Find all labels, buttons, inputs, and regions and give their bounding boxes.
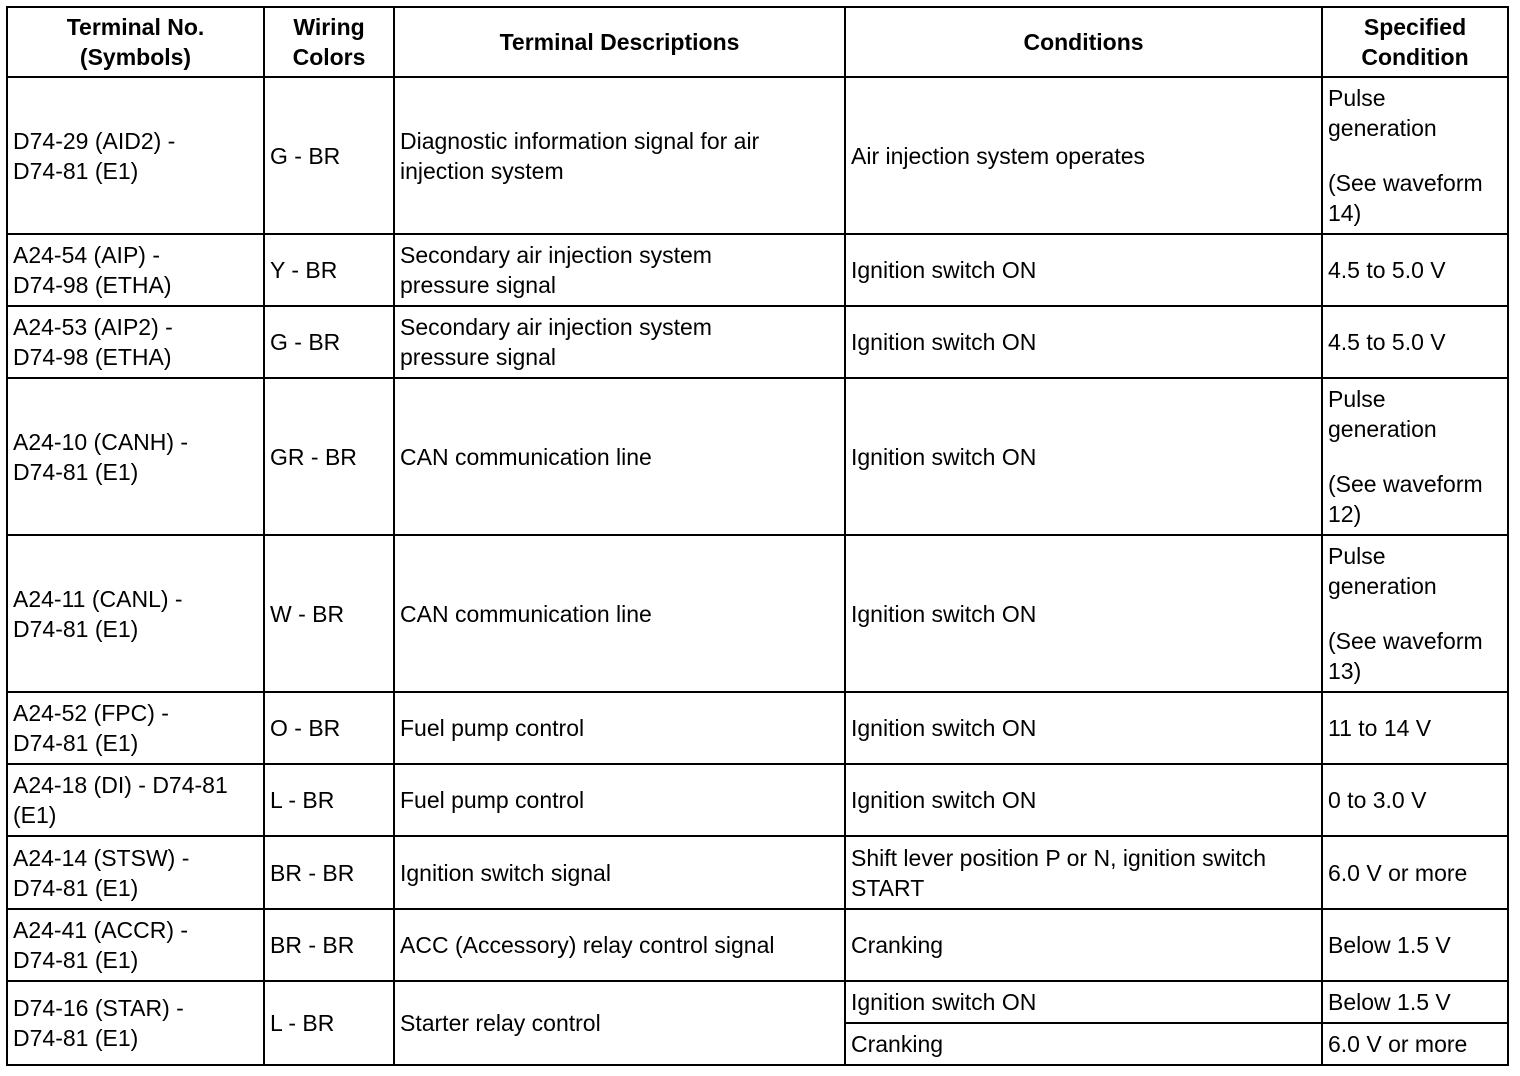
condition-cell: Cranking: [845, 1023, 1322, 1065]
terminal-cell: A24-14 (STSW) - D74-81 (E1): [7, 836, 264, 909]
table-row: [7, 535, 1508, 692]
wiring-color-cell: G - BR: [264, 77, 394, 234]
table-header: [7, 7, 1508, 77]
wiring-color-cell: O - BR: [264, 692, 394, 764]
description-cell: ACC (Accessory) relay control signal: [394, 909, 845, 981]
table-row: [7, 836, 1508, 909]
description-cell: Secondary air injection system pressure signal: [394, 234, 845, 306]
description-cell: Secondary air injection system pressure signal: [394, 306, 845, 378]
specified-condition-cell: [1322, 234, 1508, 306]
table-row: [7, 234, 1508, 306]
description-cell: CAN communication line: [394, 378, 845, 535]
specified-condition-text: Pulse generation: [1328, 85, 1437, 141]
specified-condition-cell: [1322, 764, 1508, 836]
terminal-cell: A24-11 (CANL) - D74-81 (E1): [7, 535, 264, 692]
specified-condition-text: Below 1.5 V: [1328, 989, 1451, 1015]
table-row: [7, 981, 1508, 1023]
specified-condition-text: Pulse generation: [1328, 543, 1437, 599]
specified-condition-cell: [1322, 836, 1508, 909]
condition-cell: Ignition switch ON: [845, 981, 1322, 1023]
specified-condition-text: 6.0 V or more: [1328, 1031, 1468, 1057]
description-cell: Starter relay control: [394, 981, 845, 1065]
wiring-color-cell: L - BR: [264, 764, 394, 836]
condition-cell: Ignition switch ON: [845, 234, 1322, 306]
table-row: [7, 764, 1508, 836]
description-cell: CAN communication line: [394, 535, 845, 692]
condition-cell: Shift lever position P or N, ignition switch START: [845, 836, 1322, 909]
specified-condition-text: 4.5 to 5.0 V: [1328, 257, 1446, 283]
condition-cell: Ignition switch ON: [845, 692, 1322, 764]
specified-condition-text: Pulse generation: [1328, 386, 1437, 442]
specified-condition-text: 6.0 V or more: [1328, 859, 1468, 886]
specified-condition-cell: [1322, 306, 1508, 378]
terminal-spec-table: [6, 6, 1509, 1066]
wiring-color-cell: G - BR: [264, 306, 394, 378]
specified-condition-cell: [1322, 909, 1508, 981]
terminal-cell: A24-18 (DI) - D74-81 (E1): [7, 764, 264, 836]
table-row: [7, 77, 1508, 234]
terminal-cell: D74-16 (STAR) - D74-81 (E1): [7, 981, 264, 1065]
terminal-cell: D74-29 (AID2) - D74-81 (E1): [7, 77, 264, 234]
header-conditions: Conditions: [845, 7, 1322, 77]
table-row: [7, 378, 1508, 535]
specified-condition-text: Below 1.5 V: [1328, 932, 1451, 958]
terminal-cell: A24-52 (FPC) - D74-81 (E1): [7, 692, 264, 764]
condition-cell: Ignition switch ON: [845, 764, 1322, 836]
terminal-cell: A24-54 (AIP) - D74-98 (ETHA): [7, 234, 264, 306]
specified-condition-text: (See waveform 12): [1328, 471, 1483, 527]
condition-cell: Ignition switch ON: [845, 378, 1322, 535]
header-specified-condition: Specified Condition: [1322, 7, 1508, 77]
condition-cell: Ignition switch ON: [845, 306, 1322, 378]
table-row: [7, 692, 1508, 764]
description-cell: Fuel pump control: [394, 764, 845, 836]
specified-condition-cell: [1322, 1023, 1508, 1065]
wiring-color-cell: L - BR: [264, 981, 394, 1065]
header-terminal-descriptions: Terminal Descriptions: [394, 7, 845, 77]
condition-cell: Cranking: [845, 909, 1322, 981]
description-cell: Ignition switch signal: [394, 836, 845, 909]
specified-condition-text: 0 to 3.0 V: [1328, 787, 1427, 813]
table-body: [7, 77, 1508, 1065]
wiring-color-cell: BR - BR: [264, 836, 394, 909]
terminal-cell: A24-53 (AIP2) - D74-98 (ETHA): [7, 306, 264, 378]
description-cell: Fuel pump control: [394, 692, 845, 764]
terminal-cell: A24-41 (ACCR) - D74-81 (E1): [7, 909, 264, 981]
header-wiring-colors: Wiring Colors: [264, 7, 394, 77]
specified-condition-cell: [1322, 77, 1508, 234]
header-terminal-no: Terminal No. (Symbols): [7, 7, 264, 77]
specified-condition-text: (See waveform 14): [1328, 170, 1483, 226]
description-cell: Diagnostic information signal for air injection system: [394, 77, 845, 234]
specified-condition-text: 4.5 to 5.0 V: [1328, 329, 1446, 355]
condition-cell: Air injection system operates: [845, 77, 1322, 234]
specified-condition-cell: [1322, 378, 1508, 535]
terminal-cell: A24-10 (CANH) - D74-81 (E1): [7, 378, 264, 535]
specified-condition-text: (See waveform 13): [1328, 628, 1483, 684]
condition-cell: Ignition switch ON: [845, 535, 1322, 692]
wiring-color-cell: Y - BR: [264, 234, 394, 306]
wiring-color-cell: BR - BR: [264, 909, 394, 981]
specified-condition-text: 11 to 14 V: [1328, 715, 1432, 741]
specified-condition-cell: [1322, 981, 1508, 1023]
wiring-color-cell: W - BR: [264, 535, 394, 692]
table-row: [7, 306, 1508, 378]
specified-condition-cell: [1322, 692, 1508, 764]
table-row: [7, 909, 1508, 981]
wiring-color-cell: GR - BR: [264, 378, 394, 535]
header-row: [7, 7, 1508, 77]
specified-condition-cell: [1322, 535, 1508, 692]
